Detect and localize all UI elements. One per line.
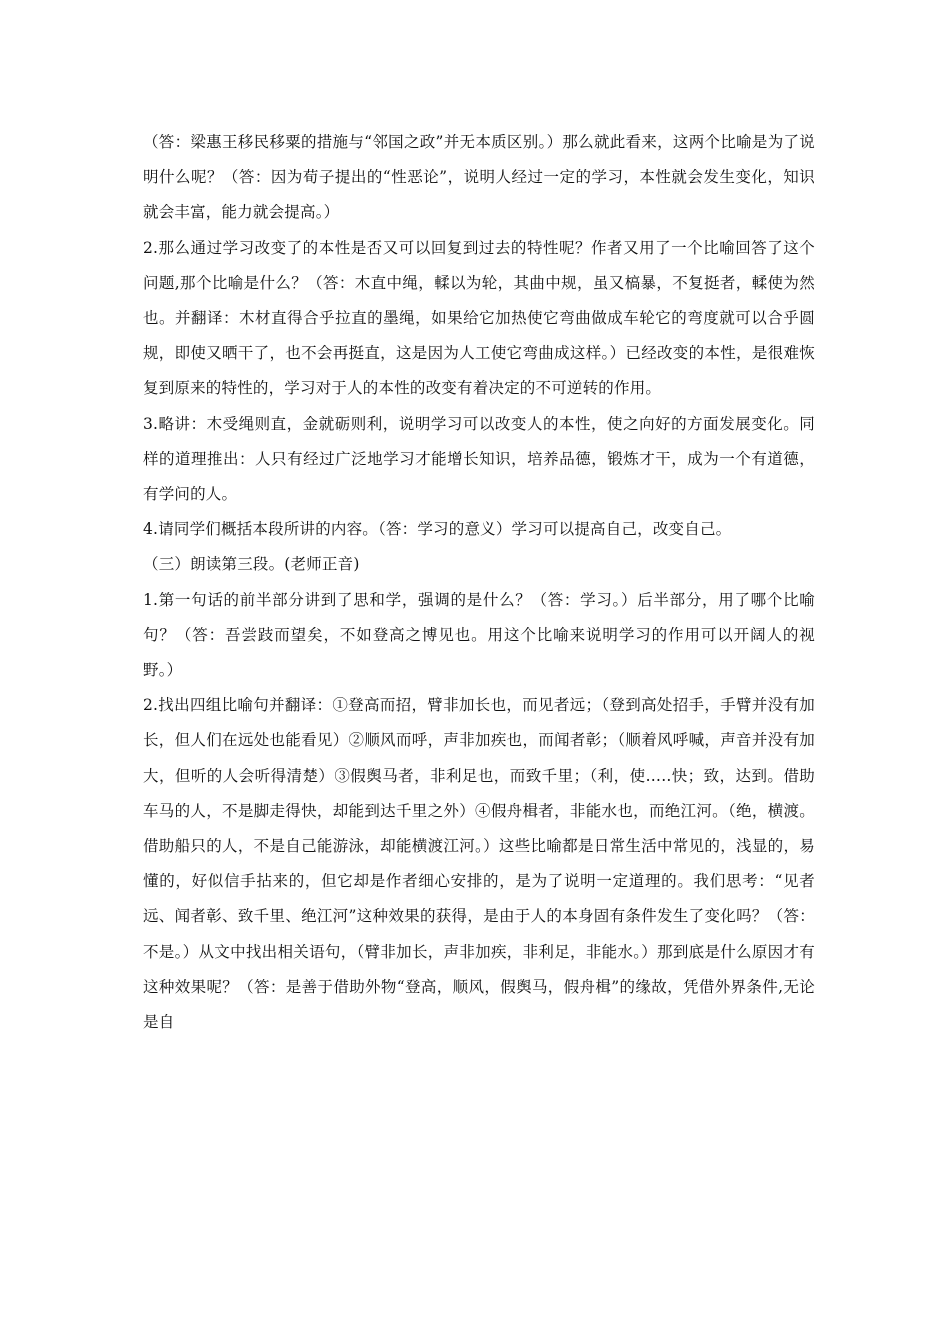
body-text	[143, 125, 815, 1040]
paragraph-item-3: 3.略讲：木受绳则直，金就砺则利，说明学习可以改变人的本性，使之向好的方面发展变化。同样的道理推出：人只有经过广泛地学习才能增长知识，培养品德，锻炼才干，成为一个有道德，有学问的人。	[143, 414, 815, 504]
paragraph-sec3-item-1: 1.第一句话的前半部分讲到了思和学，强调的是什么？（答：学习。）后半部分，用了哪个比喻句？（答：吾尝跂而望矣，不如登高之博见也。用这个比喻来说明学习的作用可以开阔人的视野。）	[143, 590, 815, 680]
paragraph-continued-answer: （答：梁惠王移民移粟的措施与“邻国之政”并无本质区别。）那么就此看来，这两个比喻是为了说明什么呢？（答：因为荀子提出的“性恶论”，说明人经过一定的学习，本性就会发生变化，知识就会丰富，能力就会提高。）	[143, 133, 815, 222]
paragraph-sec3-item-2: 2.找出四组比喻句并翻译：①登高而招，臂非加长也，而见者远；（登到高处招手，手臂并没有加长，但人们在远处也能看见）②顺风而呼，声非加疾也，而闻者彰；（顺着风呼喊，声音并没有加大，但听的人会听得清楚）③假舆马者，非利足也，而致千里；（利，使…..快；致，达到。借助车马的人，不是脚走得快，却能到达千里之外）④假舟楫者，非能水也，而绝江河。（绝，横渡。借助船只的人，不是自己能游泳，却能横渡江河。）这些比喻都是日常生活中常见的，浅显的，易懂的，好似信手拈来的，但它却是作者细心安排的，是为了说明一定道理的。我们思考：“见者远、闻者彰、致千里、绝江河”这种效果的获得，是由于人的本身固有条件发生了变化吗？（答：不是。）从文中找出相关语句，（臂非加长，声非加疾，非利足，非能水。）那到底是什么原因才有这种效果呢？（答：是善于借助外物“登高，顺风，假舆马，假舟楫”的缘故，凭借外界条件,无论是自	[143, 696, 815, 1032]
paragraph-item-4: 4.请同学们概括本段所讲的内容。（答：学习的意义）学习可以提高自己，改变自己。	[143, 520, 732, 539]
section-heading-3: （三）朗读第三段。(老师正音)	[143, 555, 360, 574]
paragraph-item-2: 2.那么通过学习改变了的本性是否又可以回复到过去的特性呢？作者又用了一个比喻回答了这个问题,那个比喻是什么？（答：木直中绳，輮以为轮，其曲中规，虽又槁暴，不复挺者，輮使为然也。并翻译：木材直得合乎拉直的墨绳，如果给它加热使它弯曲做成车轮它的弯度就可以合乎圆规，即使又晒干了，也不会再挺直，这是因为人工使它弯曲成这样。）已经改变的本性，是很难恢复到原来的特性的，学习对于人的本性的改变有着决定的不可逆转的作用。	[143, 238, 815, 398]
